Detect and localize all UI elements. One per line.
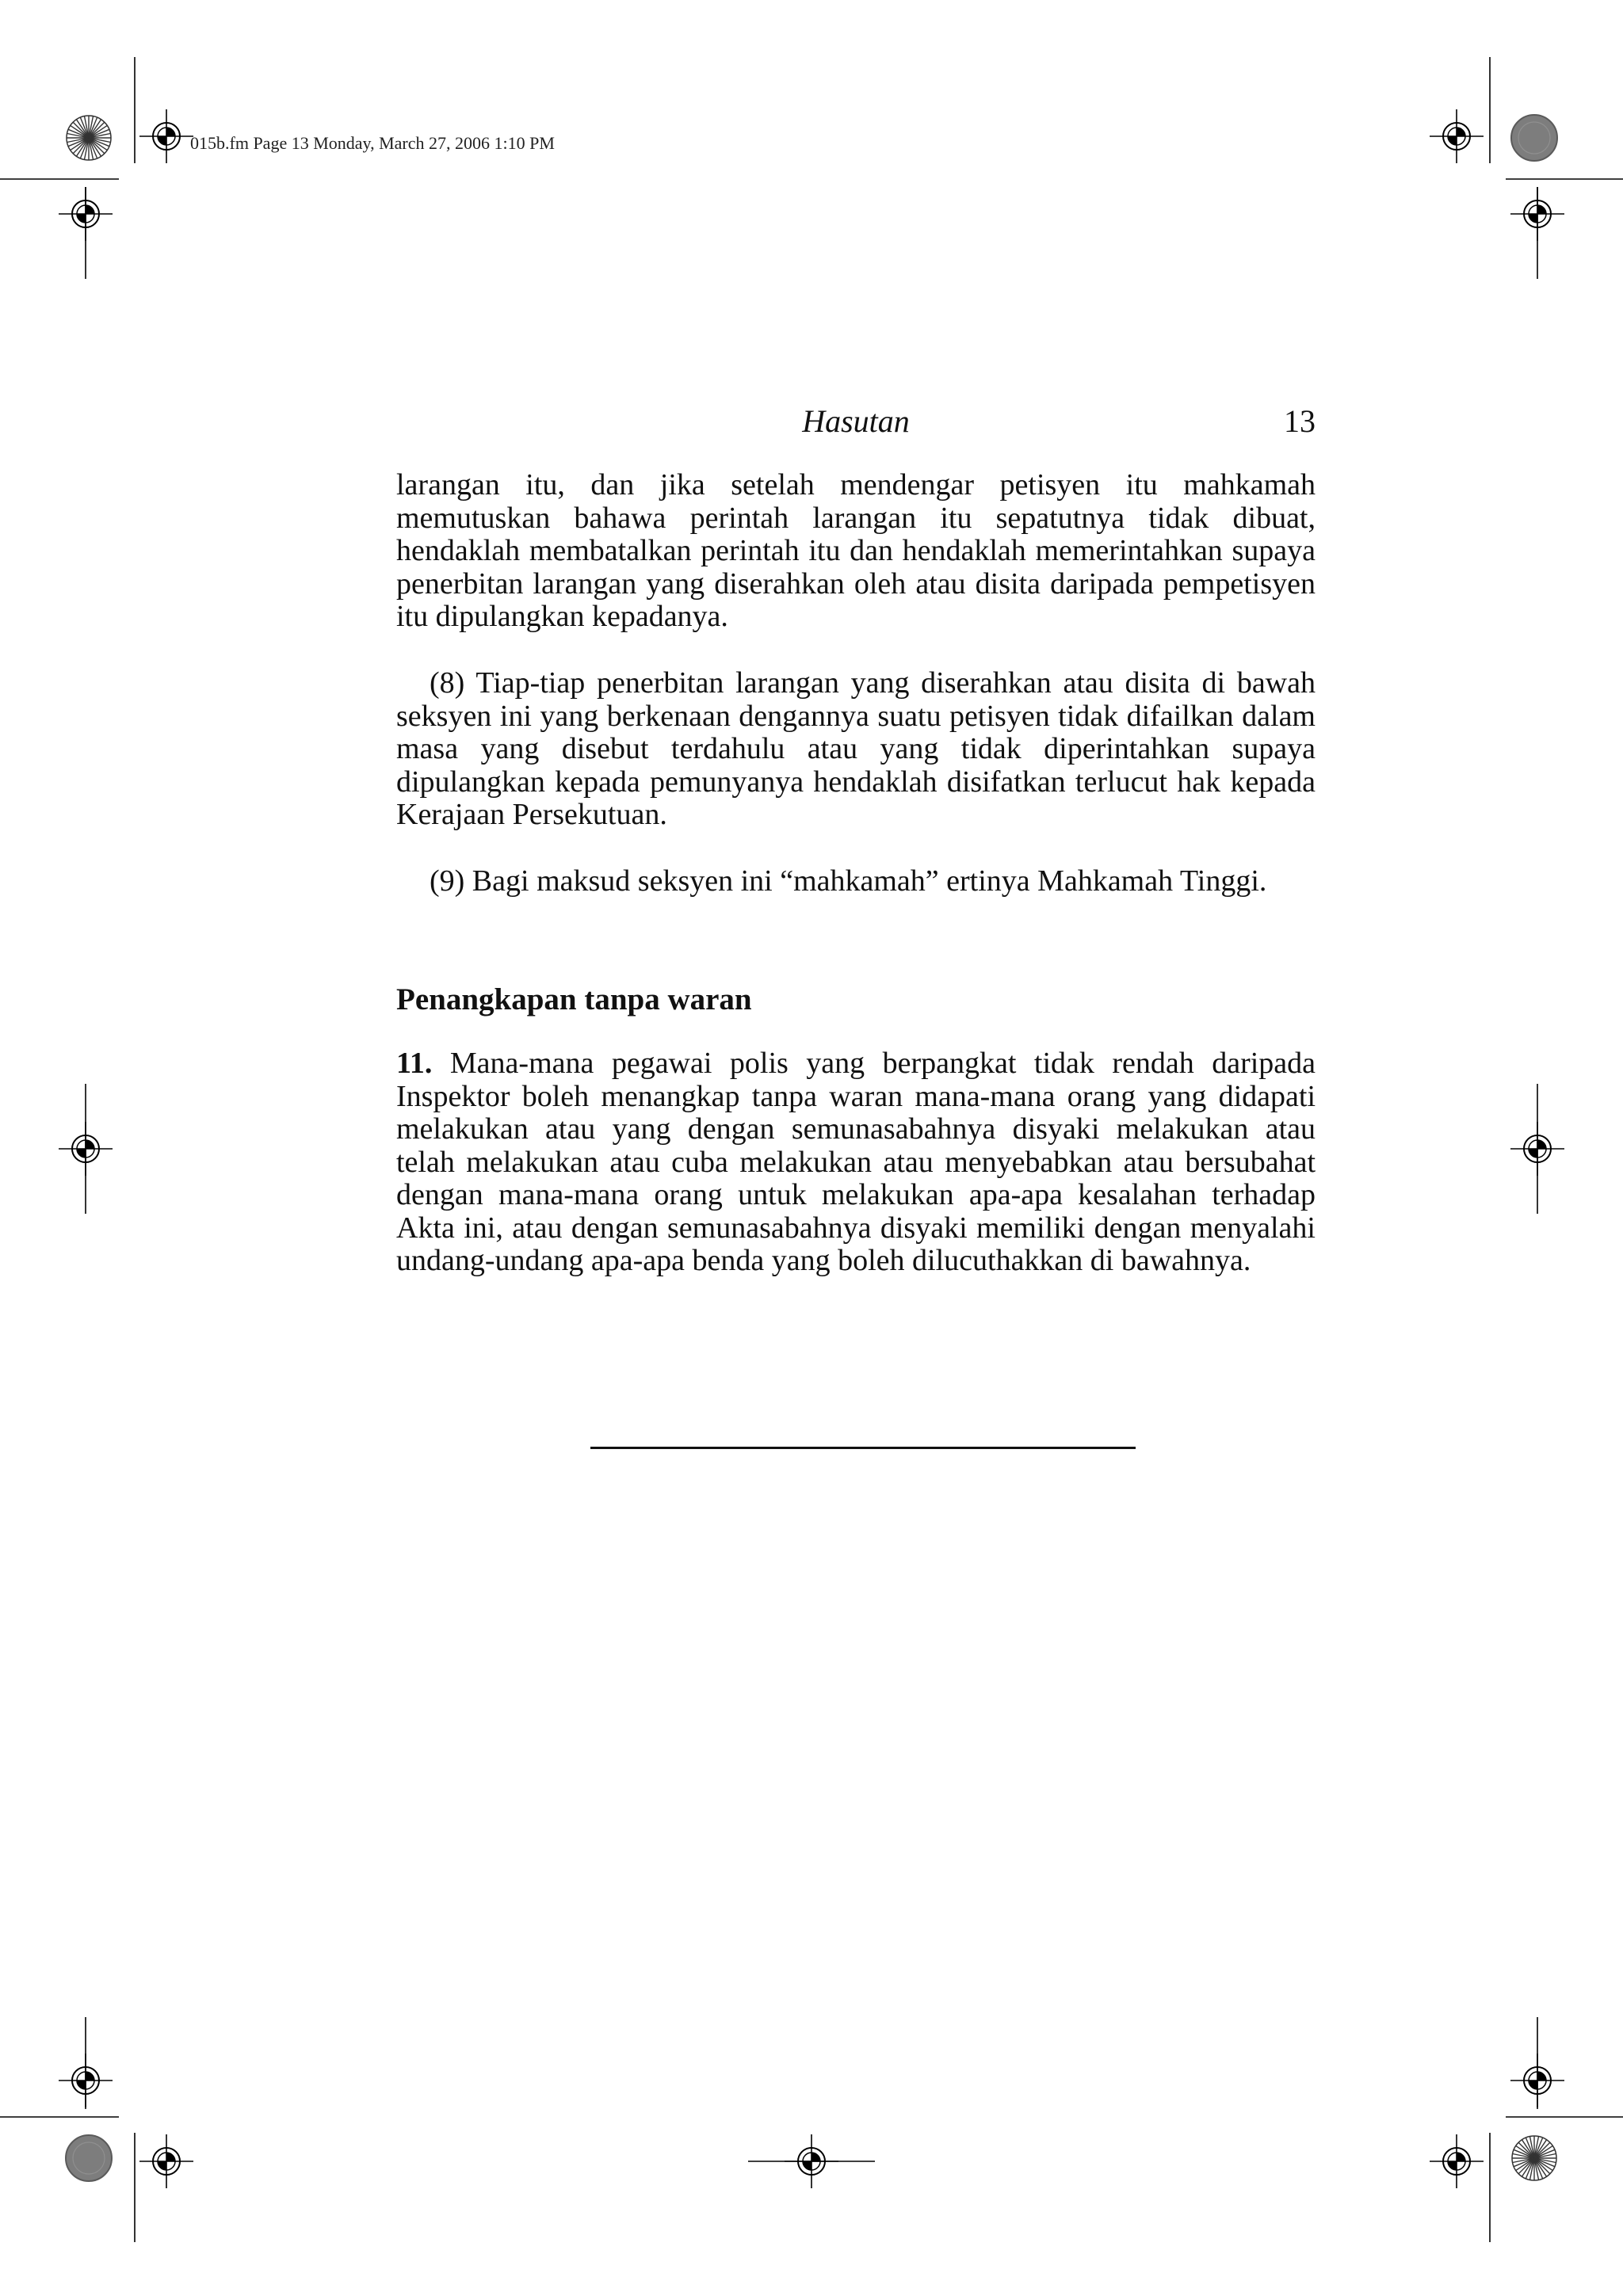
running-title: Hasutan (802, 403, 910, 439)
end-rule (590, 1447, 1136, 1449)
section-heading: Penangkapan tanpa waran (396, 982, 752, 1016)
file-slug: 015b.fm Page 13 Monday, March 27, 2006 1:10 PM (190, 133, 555, 153)
paragraph-subsection-8: (8) Tiap-tiap penerbitan larangan yang diserahkan atau disita di bawah seksyen ini yang berkenaan dengannya suatu petisyen tidak difailkan dalam masa yang disebut terdahulu atau yang tidak diperintahkan supaya dipulangkan kepada pemunyanya hendaklah disifatkan terlucut hak kepada Kerajaan Persekutuan. (396, 666, 1316, 831)
running-header (396, 402, 1316, 441)
section-11-paragraph (396, 1047, 1316, 1278)
page-number: 13 (1284, 403, 1316, 439)
section-text: Mana-mana pegawai polis yang berpangkat tidak rendah daripada Inspektor boleh menangkap tanpa waran mana-mana orang yang didapati melakukan atau yang dengan semunasabahnya disyaki melakukan atau telah melakukan atau cuba melakukan atau menyebabkan atau bersubahat dengan mana-mana orang untuk melakukan apa-apa kesalahan terhadap Akta ini, atau dengan semunasabahnya disyaki memiliki dengan menyalahi undang-undang apa-apa benda yang boleh dilucuthakkan di bawahnya. (396, 1047, 1316, 1277)
section-number: 11. (396, 1047, 433, 1080)
paragraph-continuation: larangan itu, dan jika setelah mendengar petisyen itu mahkamah memutuskan bahawa perintah larangan itu sepatutnya tidak dibuat, hendaklah membatalkan perintah itu dan hendaklah memerintahkan supaya penerbitan larangan yang diserahkan oleh atau disita daripada pempetisyen itu dipulangkan kepadanya. (396, 468, 1316, 633)
paragraph-subsection-9: (9) Bagi maksud seksyen ini “mahkamah” ertinya Mahkamah Tinggi. (430, 864, 1267, 898)
